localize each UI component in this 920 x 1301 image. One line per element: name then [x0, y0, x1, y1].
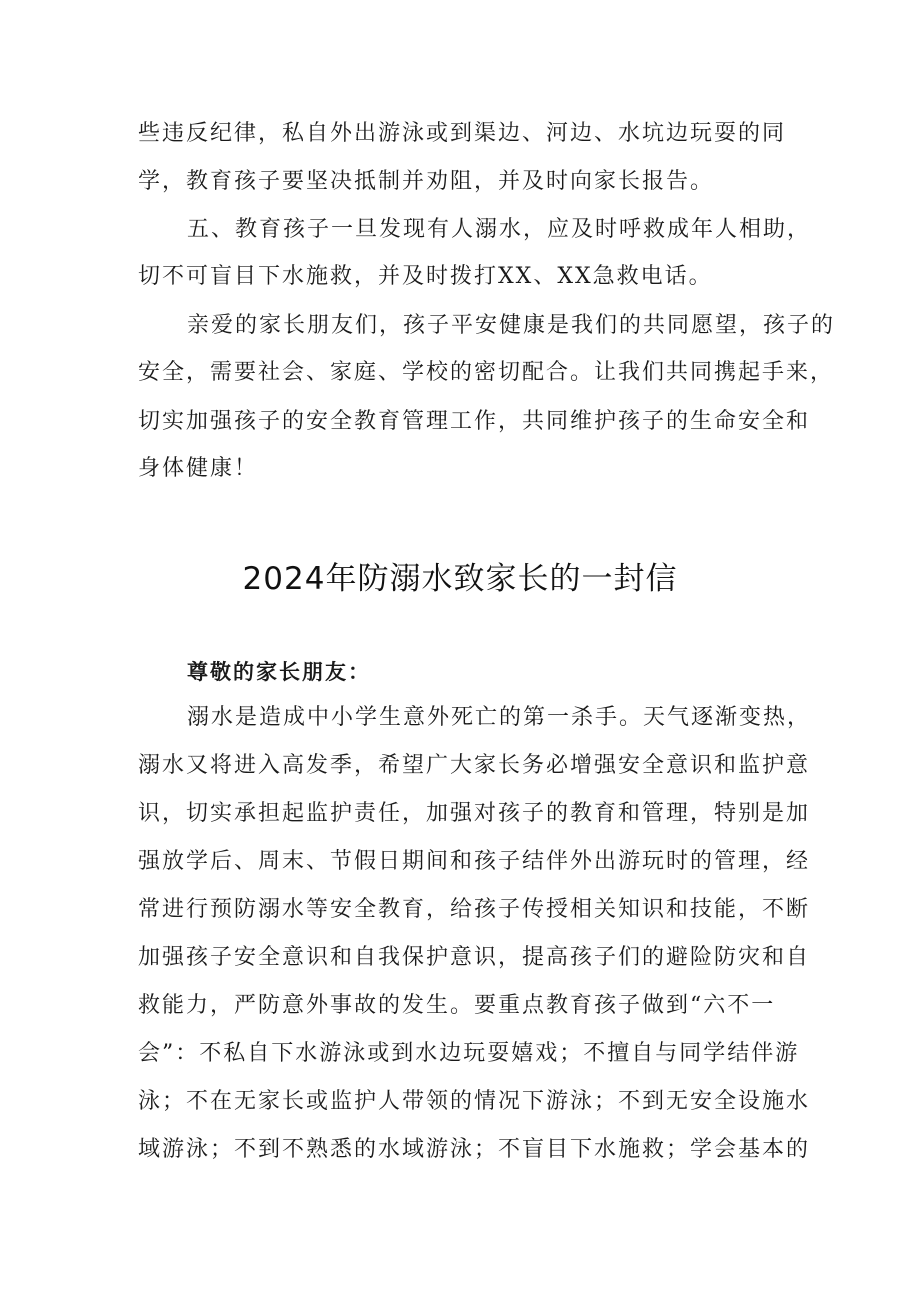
- text-line: 身体健康！: [138, 456, 259, 481]
- text-line: 五、教育孩子一旦发现有人溺水，应及时呼救成年人相助，: [187, 217, 812, 242]
- text-line: 切实加强孩子的安全教育管理工作，共同维护孩子的生命安全和: [138, 409, 811, 434]
- letter-title: 2024年防溺水致家长的一封信: [242, 561, 678, 597]
- text-line: 泳；不在无家长或监护人带领的情况下游泳；不到无安全设施水: [138, 1089, 811, 1114]
- text-line: 些违反纪律，私自外出游泳或到渠边、河边、水坑边玩耍的同: [138, 121, 787, 146]
- text-line: 会”：不私自下水游泳或到水边玩耍嬉戏；不擅自与同学结伴游: [138, 1041, 800, 1066]
- text-line: 切不可盲目下水施救，并及时拨打XX、XX急救电话。: [138, 264, 713, 289]
- text-line: 域游泳；不到不熟悉的水域游泳；不盲目下水施救；学会基本的: [138, 1137, 811, 1162]
- text-line: 常进行预防溺水等安全教育，给孩子传授相关知识和技能，不断: [138, 897, 811, 922]
- text-line: 安全，需要社会、家庭、学校的密切配合。让我们共同携起手来，: [138, 360, 835, 385]
- text-line: 学，教育孩子要坚决抵制并劝阻，并及时向家长报告。: [138, 169, 715, 194]
- text-line: 识，切实承担起监护责任，加强对孩子的教育和管理，特别是加: [138, 801, 811, 826]
- salutation: 尊敬的家长朋友：: [187, 660, 371, 684]
- text-line: 救能力，严防意外事故的发生。要重点教育孩子做到“六不一: [138, 993, 776, 1018]
- text-line: 亲爱的家长朋友们，孩子平安健康是我们的共同愿望，孩子的: [187, 313, 836, 338]
- text-line: 溺水是造成中小学生意外死亡的第一杀手。天气逐渐变热，: [187, 705, 812, 730]
- text-line: 加强孩子安全意识和自我保护意识，提高孩子们的避险防灾和自: [138, 945, 811, 970]
- text-line: 溺水又将进入高发季，希望广大家长务必增强安全意识和监护意: [138, 753, 811, 778]
- text-line: 强放学后、周末、节假日期间和孩子结伴外出游玩时的管理，经: [138, 849, 811, 874]
